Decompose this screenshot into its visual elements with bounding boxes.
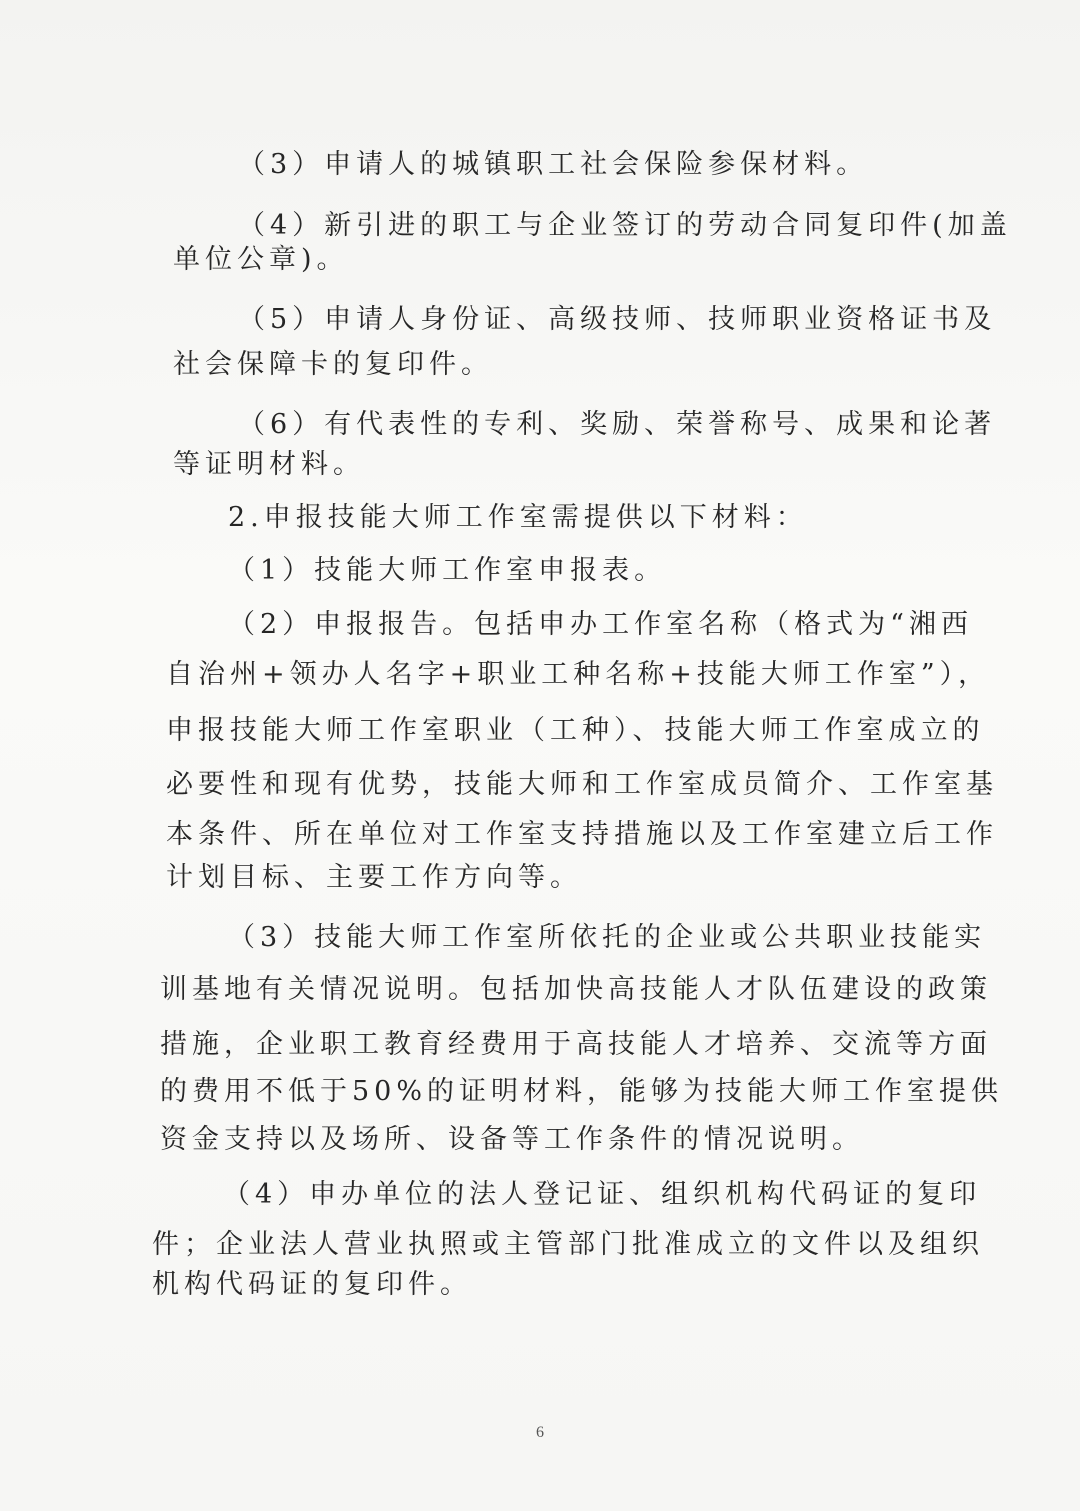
text-line: 申报技能大师工作室职业（工种）、技能大师工作室成立的 (166, 715, 985, 746)
text-line: （3）申请人的城镇职工社会保险参保材料。 (238, 149, 869, 180)
text-line: 社会保障卡的复印件。 (173, 349, 493, 380)
text-line: （2）申报报告。包括申办工作室名称（格式为“湘西 (228, 609, 973, 640)
text-line: （5）申请人身份证、高级技师、技师职业资格证书及 (238, 304, 997, 335)
text-line: 单位公章)。 (173, 244, 349, 275)
text-line: （4）申办单位的法人登记证、组织机构代码证的复印 (223, 1179, 982, 1210)
text-line: （3）技能大师工作室所依托的企业或公共职业技能实 (228, 922, 987, 953)
text-line: 训基地有关情况说明。包括加快高技能人才队伍建设的政策 (160, 974, 992, 1005)
text-line: （4）新引进的职工与企业签订的劳动合同复印件(加盖 (238, 210, 1012, 241)
text-line: （6）有代表性的专利、奖励、荣誉称号、成果和论著 (238, 409, 997, 440)
text-line: 等证明材料。 (173, 449, 365, 480)
section-heading: 2.申报技能大师工作室需提供以下材料： (228, 502, 808, 533)
text-line: 计划目标、主要工作方向等。 (166, 862, 582, 893)
text-line: 件；企业法人营业执照或主管部门批准成立的文件以及组织 (152, 1229, 984, 1260)
text-line: 本条件、所在单位对工作室支持措施以及工作室建立后工作 (166, 819, 998, 850)
text-line: 机构代码证的复印件。 (152, 1269, 472, 1300)
text-line: 必要性和现有优势，技能大师和工作室成员简介、工作室基 (166, 769, 998, 800)
text-line: 自治州+领办人名字+职业工种名称+技能大师工作室”）， (166, 659, 991, 690)
text-line: 的费用不低于50%的证明材料，能够为技能大师工作室提供 (160, 1076, 1004, 1107)
text-line: 措施，企业职工教育经费用于高技能人才培养、交流等方面 (160, 1029, 992, 1060)
text-line: （1）技能大师工作室申报表。 (228, 555, 667, 586)
page-number: 6 (536, 1424, 544, 1441)
text-line: 资金支持以及场所、设备等工作条件的情况说明。 (160, 1124, 864, 1155)
